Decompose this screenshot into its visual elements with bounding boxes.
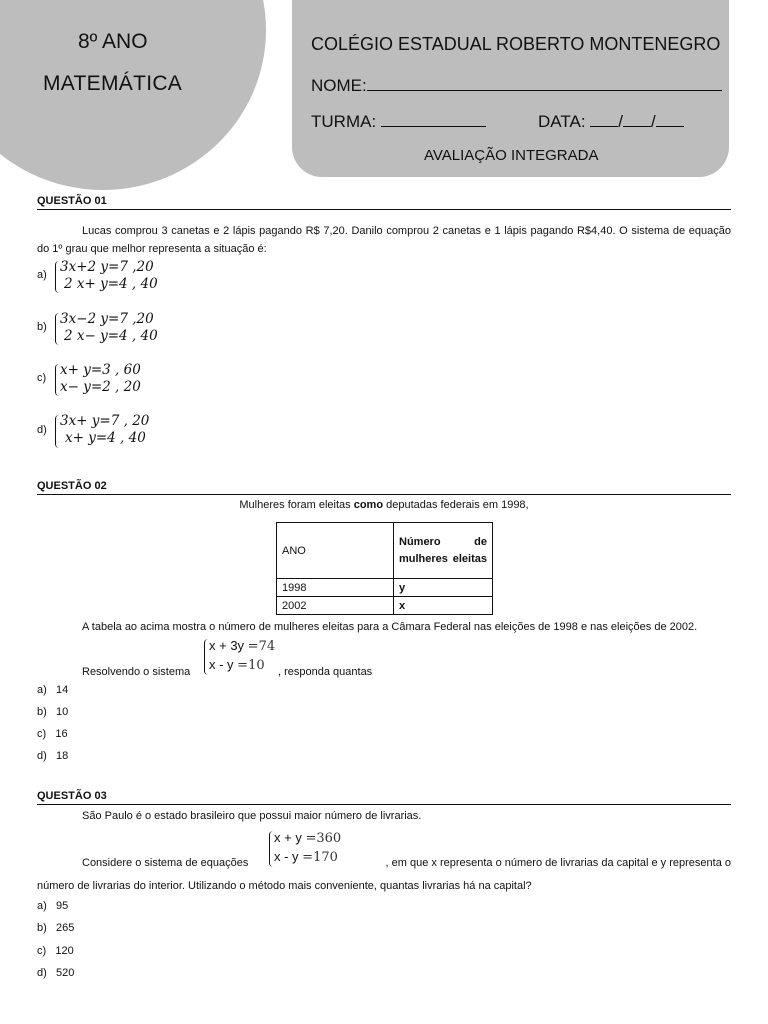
equation-part: =74 bbox=[247, 639, 276, 654]
consider-suffix: , em que x representa o número de livrarias da capital e y representa o bbox=[385, 857, 731, 869]
option-value: 120 bbox=[55, 945, 74, 957]
equation-line: 2 x− y=4 , 40 bbox=[64, 328, 158, 344]
option-value: 16 bbox=[55, 728, 68, 740]
date-day-line bbox=[590, 112, 618, 127]
equation-line: 3x+2 y=7 ,20 bbox=[60, 259, 154, 275]
table-row bbox=[277, 579, 493, 597]
solve-label: Resolvendo o sistema bbox=[82, 666, 191, 678]
intro-text: deputadas federais em 1998, bbox=[383, 499, 529, 511]
date-sep: / bbox=[651, 112, 656, 131]
equation-line: x+ y=4 , 40 bbox=[65, 430, 146, 446]
equation-line: 3x+ y=7 , 20 bbox=[60, 413, 150, 429]
table-cell: 1998 bbox=[277, 579, 394, 597]
name-field[interactable] bbox=[311, 76, 722, 96]
name-line bbox=[367, 76, 722, 91]
equation-line: x− y=2 , 20 bbox=[60, 379, 141, 395]
list-item[interactable] bbox=[37, 900, 68, 912]
equation-line: x+ y=3 , 60 bbox=[60, 362, 141, 378]
date-sep: / bbox=[618, 112, 624, 131]
subject-label: MATEMÁTICA bbox=[43, 72, 183, 95]
q2-system bbox=[209, 637, 275, 675]
table-cell: y bbox=[394, 579, 493, 597]
option-system[interactable] bbox=[60, 311, 158, 345]
option-value: 10 bbox=[55, 706, 69, 718]
equation-part: =360 bbox=[305, 831, 342, 846]
date-label: DATA: bbox=[538, 112, 586, 131]
consider-label: Considere o sistema de equações bbox=[82, 857, 249, 869]
grade-label: 8º ANO bbox=[78, 30, 148, 53]
list-item[interactable] bbox=[37, 706, 68, 718]
question-1-text: Lucas comprou 3 canetas e 2 lápis pagando R$ 7,20. Danilo comprou 2 canetas e 1 lápis pagando R$4,40. O sistema de equação do 1º grau que melhor representa a situação é: bbox=[37, 225, 731, 255]
equation-part: x + y bbox=[274, 830, 306, 845]
option-value: 18 bbox=[55, 750, 69, 762]
question-2-title: QUESTÃO 02 bbox=[37, 480, 731, 495]
option-system[interactable] bbox=[60, 413, 149, 447]
question-3-intro: São Paulo é o estado brasileiro que possui maior número de livrarias. bbox=[82, 810, 422, 822]
table-header-year: ANO bbox=[277, 523, 394, 579]
option-letter: b) bbox=[37, 706, 47, 718]
option-letter[interactable]: a) bbox=[37, 269, 47, 281]
intro-text: Mulheres foram eleitas bbox=[239, 499, 354, 511]
option-letter: d) bbox=[37, 967, 47, 979]
equation-line: 3x−2 y=7 ,20 bbox=[60, 311, 154, 327]
class-line bbox=[381, 112, 486, 127]
equation-part: =10 bbox=[237, 658, 265, 673]
option-letter: a) bbox=[37, 900, 47, 912]
equation-part: =170 bbox=[302, 850, 338, 865]
table-cell: x bbox=[394, 597, 493, 615]
table-header-row bbox=[277, 523, 493, 579]
school-name: COLÉGIO ESTADUAL ROBERTO MONTENEGRO bbox=[311, 34, 721, 54]
option-letter[interactable]: c) bbox=[37, 372, 47, 384]
question-2-intro bbox=[37, 499, 731, 511]
option-system[interactable] bbox=[60, 259, 158, 293]
table-cell: 2002 bbox=[277, 597, 394, 615]
equation-line: 2 x+ y=4 , 40 bbox=[64, 276, 158, 292]
q3-system bbox=[274, 829, 341, 867]
list-item[interactable] bbox=[37, 967, 74, 979]
option-value: 520 bbox=[55, 967, 75, 979]
question-3-title: QUESTÃO 03 bbox=[37, 790, 731, 805]
option-system[interactable] bbox=[60, 362, 141, 396]
class-field[interactable] bbox=[311, 112, 486, 132]
option-value: 14 bbox=[55, 684, 69, 696]
question-3-text: número de livrarias do interior. Utilizando o método mais conveniente, quantas livrarias há na capital? bbox=[37, 880, 532, 892]
option-letter: a) bbox=[37, 684, 47, 696]
question-1-title: QUESTÃO 01 bbox=[37, 195, 731, 210]
option-letter[interactable]: b) bbox=[37, 321, 47, 333]
list-item[interactable] bbox=[37, 684, 68, 696]
table-header-count: Número de mulheres eleitas bbox=[394, 523, 493, 579]
question-2-text: A tabela ao acima mostra o número de mulheres eleitas para a Câmara Federal nas eleições de 1998 e nas eleições de 2002. bbox=[82, 621, 698, 633]
option-letter[interactable]: d) bbox=[37, 424, 47, 436]
women-elected-table bbox=[276, 522, 493, 615]
exam-title: AVALIAÇÃO INTEGRADA bbox=[424, 147, 599, 164]
list-item[interactable] bbox=[37, 945, 74, 957]
option-letter: c) bbox=[37, 728, 47, 740]
equation-part: x + 3y bbox=[209, 638, 248, 653]
option-value: 95 bbox=[55, 900, 69, 912]
table-row bbox=[277, 597, 493, 615]
equation-part: x - y bbox=[274, 849, 303, 864]
list-item[interactable] bbox=[37, 728, 68, 740]
list-item[interactable] bbox=[37, 922, 74, 934]
equation-part: x - y bbox=[209, 657, 238, 672]
date-year-line bbox=[656, 112, 684, 127]
option-letter: d) bbox=[37, 750, 47, 762]
list-item[interactable] bbox=[37, 750, 68, 762]
option-letter: b) bbox=[37, 922, 47, 934]
class-label: TURMA: bbox=[311, 112, 377, 131]
name-label: NOME: bbox=[311, 76, 367, 95]
date-month-line bbox=[623, 112, 651, 127]
solve-suffix: , responda quantas bbox=[278, 666, 373, 678]
intro-bold: como bbox=[353, 499, 384, 511]
option-letter: c) bbox=[37, 945, 47, 957]
date-field[interactable] bbox=[538, 112, 684, 132]
option-value: 265 bbox=[55, 922, 75, 934]
